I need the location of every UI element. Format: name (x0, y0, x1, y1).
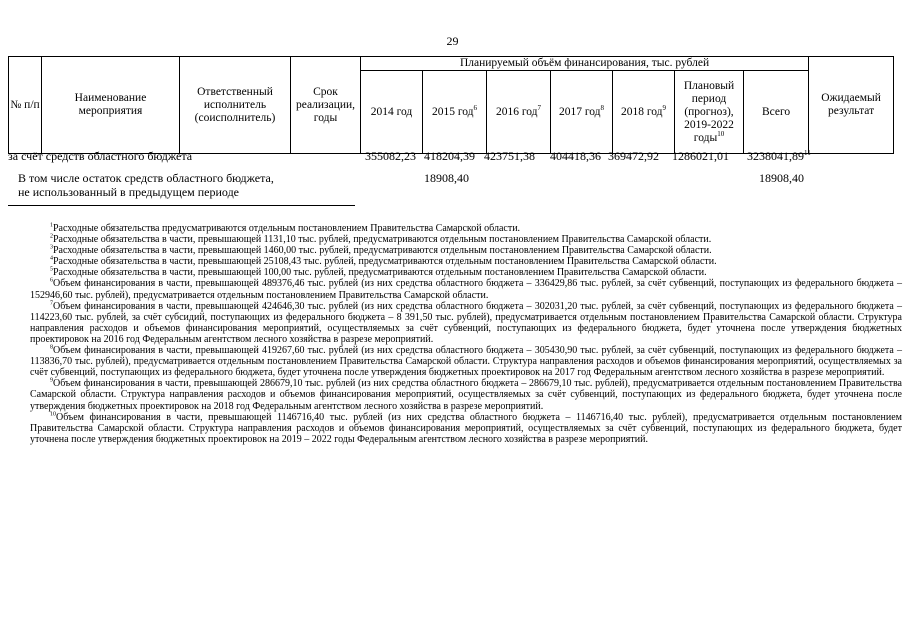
header-name: Наименование мероприятия (42, 57, 180, 154)
header-responsible: Ответственный исполнитель (соисполнитель) (180, 57, 291, 154)
financing-table (8, 56, 894, 154)
header-year-2017: 2017 год$^8$ (551, 71, 613, 154)
row-regional-budget-label: за счёт средств областного бюджета (8, 149, 193, 163)
header-year-2016: 2016 год$^7$ (487, 71, 551, 154)
header-plan-period: Плановый период (прогноз), 2019-2022 годы$^{10}$ (675, 71, 744, 154)
header-num: № п/п (9, 57, 42, 154)
header-year-2014: 2014 год (361, 71, 423, 154)
footnote-10: $^{10}$Объем финансирования в части, превышающей 1146716,40 тыс. рублей (из них средства областного бюджета – 1146716,40 тыс. рублей), предусматривается отдельным постановлением Правительства Самарской области. Структура направления расходов и объемов финансирования мероприятий, осуществляемых за счёт субвенций, поступающих из федерального бюджета, будет уточнена после утверждения бюджетных проектировок на 2019 – 2022 годы Федеральным агентством лесного хозяйства в разрезе мероприятий. (30, 411, 902, 445)
value-2018: 369472,92 (608, 149, 659, 163)
footnote-2: $^2$Расходные обязательства в части, превышающей 1131,10 тыс. рублей, предусматриваются отдельным постановлением Правительства Самарской области. (50, 233, 712, 246)
footnote-1: $^1$Расходные обязательства предусматриваются отдельным постановлением Правительства Самарской области. (50, 222, 521, 234)
footnote-8: $^8$Объем финансирования в части, превышающей 419267,60 тыс. рублей (из них средства областного бюджета – 305430,90 тыс. рублей, за счёт субвенций, поступающих из федерального бюджета – 113836,70 тыс. рублей), предусматривается отдельным постановлением Правительства Самарской области. Структура направления расходов и объемов финансирования мероприятий, осуществляемых за счёт субвенций, поступающих из федерального бюджета, будет уточнена после утверждения бюджетных проектировок на 2017 год Федеральным агентством лесного хозяйства в разрезе мероприятий. (30, 344, 902, 379)
footnote-3: $^3$Расходные обязательства в части, превышающей 1460,00 тыс. рублей, предусматриваются отдельным постановлением Правительства Самарской области. (50, 244, 712, 257)
footnotes (30, 223, 902, 445)
remainder-value-total: 18908,40 (759, 171, 804, 185)
header-total: Всего (744, 71, 809, 154)
header-year-2018: 2018 год$^9$ (613, 71, 675, 154)
footnote-separator (8, 205, 355, 206)
value-2015: 418204,39 (424, 149, 475, 163)
header-term: Срок реализации, годы (291, 57, 361, 154)
header-year-2015: 2015 год$^6$ (423, 71, 487, 154)
footnote-4: $^4$Расходные обязательства в части, превышающей 25108,43 тыс. рублей, предусматриваются отдельным постановлением Правительства Самарской области. (50, 255, 717, 268)
remainder-value-2015: 18908,40 (424, 171, 469, 185)
header-result: Ожидаемый результат (809, 57, 894, 154)
header-planned-group: Планируемый объём финансирования, тыс. рублей (361, 57, 809, 71)
footnote-6: $^6$Объем финансирования в части, превышающей 489376,46 тыс. рублей (из них средства областного бюджета – 336429,86 тыс. рублей, за счёт субвенций, поступающих из федерального бюджета – 152946,60 тыс. рублей), предусматривается отдельным постановлением Правительства Самарской области. (30, 278, 902, 301)
value-total: 3238041,89$^{11}$ (747, 149, 811, 163)
footnote-7: $^7$Объем финансирования в части, превышающей 424646,30 тыс. рублей (из них средства областного бюджета – 302031,20 тыс. рублей, за счёт субвенций, поступающих из федерального бюджета – 114223,60 тыс. рублей, за счёт субсидий, поступающих из федерального бюджета – 8 391,50 тыс. рублей), предусматривается отдельным постановлением Правительства Самарской области. Структура направления расходов и объемов финансирования мероприятий, осуществляемых за счёт субвенций, поступающих из федерального бюджета, будет уточнена после утверждения бюджетных проектировок на 2016 год Федеральным агентством лесного хозяйства в разрезе мероприятий. (30, 300, 902, 345)
value-2016: 423751,38 (484, 149, 535, 163)
row-remainder-label-1: В том числе остаток средств областного бюджета, (18, 171, 274, 185)
value-2019-2022: 1286021,01 (672, 149, 729, 163)
value-2014: 355082,23 (365, 149, 416, 163)
value-2017: 404418,36 (550, 149, 601, 163)
footnote-5: $^5$Расходные обязательства в части, превышающей 100,00 тыс. рублей, предусматриваются отдельным постановлением Правительства Самарской области. (50, 267, 707, 279)
row-remainder-label-2: не использованный в предыдущем периоде (18, 185, 239, 199)
footnote-9: $^9$Объем финансирования в части, превышающей 286679,10 тыс. рублей (из них средства областного бюджета – 286679,10 тыс. рублей), предусматривается отдельным постановлением Правительства Самарской области. Структура направления расходов и объемов финансирования мероприятий, осуществляемых за счёт субвенций, поступающих из федерального бюджета, будет уточнена после утверждения бюджетных проектировок на 2018 год Федеральным агентством лесного хозяйства в разрезе мероприятий. (30, 377, 902, 412)
page-number: 29 (446, 34, 459, 48)
